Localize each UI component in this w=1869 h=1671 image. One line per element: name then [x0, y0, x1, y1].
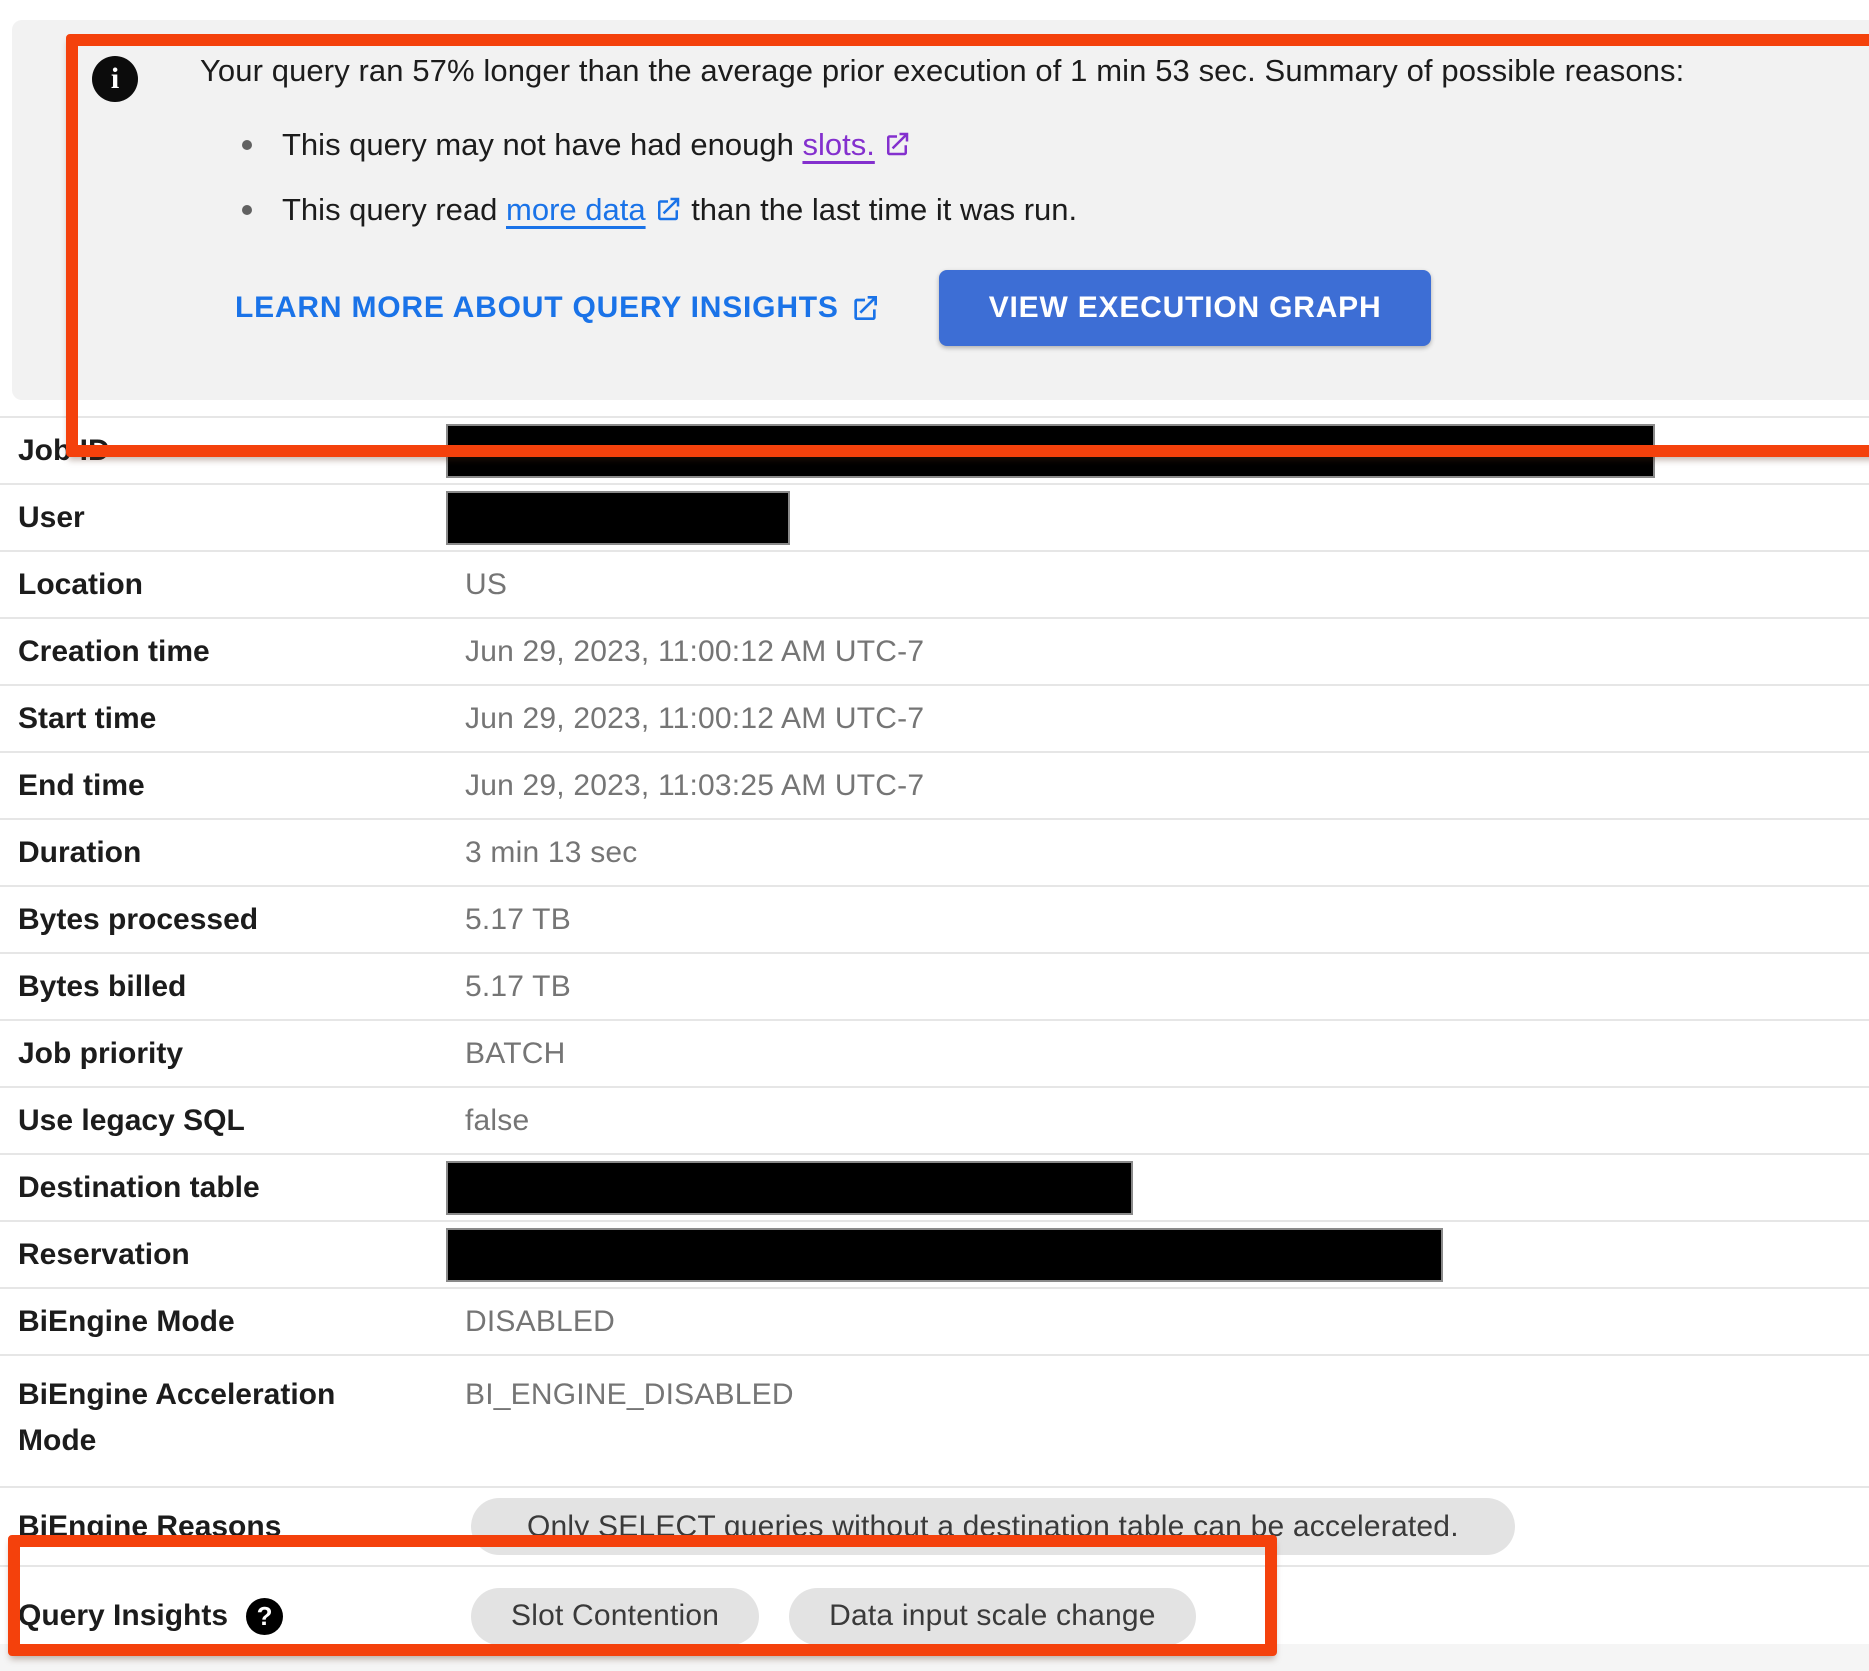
slots-link[interactable]: slots. — [802, 127, 911, 162]
row-label: Start time — [18, 701, 157, 735]
row-value: 5.17 TB — [465, 902, 571, 936]
bullet-more-data — [200, 177, 1077, 242]
open-in-new-icon — [653, 194, 683, 224]
row-label: User — [18, 500, 85, 534]
row-value: BATCH — [465, 1036, 566, 1070]
redacted-value — [446, 1161, 1133, 1215]
row-value: BI_ENGINE_DISABLED — [465, 1378, 794, 1411]
redacted-value — [446, 424, 1655, 478]
table-row-job-priority — [0, 1019, 1869, 1086]
banner-actions — [235, 270, 1431, 346]
row-value — [430, 1222, 1869, 1287]
row-label: Job priority — [18, 1036, 184, 1070]
table-row-user — [0, 483, 1869, 550]
row-label: Location — [18, 567, 143, 601]
table-row-destination-table — [0, 1153, 1869, 1220]
table-row-location — [0, 550, 1869, 617]
row-label: Use legacy SQL — [18, 1103, 245, 1137]
row-label: End time — [18, 768, 145, 802]
row-label: Creation time — [18, 634, 210, 668]
row-label: Bytes processed — [18, 902, 259, 936]
table-row-bytes-billed — [0, 952, 1869, 1019]
row-value: US — [465, 567, 508, 601]
row-label: Job ID — [18, 433, 110, 467]
table-row-start-time — [0, 684, 1869, 751]
bullet-more-data-suffix: than the last time it was run. — [682, 192, 1078, 227]
more-data-link[interactable]: more data — [506, 192, 683, 227]
table-row-biengine-acceleration-mode — [0, 1354, 1869, 1486]
row-value: Jun 29, 2023, 11:03:25 AM UTC-7 — [465, 768, 925, 802]
row-label: Bytes billed — [18, 969, 187, 1003]
bottom-bar — [0, 1644, 1869, 1671]
query-insight-chip: Slot Contention — [471, 1588, 759, 1645]
row-label: Destination table — [18, 1170, 260, 1204]
help-icon[interactable]: ? — [246, 1598, 283, 1635]
row-value: Jun 29, 2023, 11:00:12 AM UTC-7 — [465, 701, 925, 735]
banner-bullet-list — [200, 112, 1077, 242]
row-label: Query Insights ? — [0, 1567, 430, 1665]
redacted-value — [446, 1228, 1443, 1282]
banner-headline: Your query ran 57% longer than the average prior execution of 1 min 53 sec. Summary of possible reasons: — [200, 53, 1685, 88]
row-value: 5.17 TB — [465, 969, 571, 1003]
row-value — [430, 418, 1869, 483]
row-value — [430, 1155, 1869, 1220]
row-label: BiEngine Mode — [18, 1304, 235, 1338]
learn-more-link[interactable]: LEARN MORE ABOUT QUERY INSIGHTS — [235, 291, 881, 325]
bullet-slots — [200, 112, 1077, 177]
table-row-end-time — [0, 751, 1869, 818]
job-details-table — [0, 416, 1869, 1667]
row-label: Reservation — [18, 1237, 190, 1271]
query-insights-banner — [12, 20, 1869, 400]
table-row-duration — [0, 818, 1869, 885]
biengine-reason-chip: Only SELECT queries without a destination table can be accelerated. — [471, 1498, 1515, 1555]
bullet-slots-prefix: This query may not have had enough — [282, 127, 803, 162]
open-in-new-icon — [849, 292, 881, 324]
bullet-more-data-prefix: This query read — [282, 192, 506, 227]
open-in-new-icon — [882, 129, 912, 159]
row-label: BiEngine Acceleration Mode — [18, 1378, 336, 1457]
table-row-creation-time — [0, 617, 1869, 684]
row-value: 3 min 13 sec — [465, 835, 638, 869]
table-row-biengine-mode — [0, 1287, 1869, 1354]
table-row-reservation — [0, 1220, 1869, 1287]
redacted-value — [446, 491, 790, 545]
row-value — [430, 485, 1869, 550]
table-row-job-id — [0, 416, 1869, 483]
query-insight-chip: Data input scale change — [789, 1588, 1196, 1645]
row-value: Jun 29, 2023, 11:00:12 AM UTC-7 — [465, 634, 925, 668]
table-row-bytes-processed — [0, 885, 1869, 952]
row-label: Duration — [18, 835, 142, 869]
info-icon: i — [92, 56, 138, 102]
row-value: DISABLED — [465, 1304, 615, 1338]
row-label: BiEngine Reasons — [18, 1509, 282, 1543]
table-row-biengine-reasons — [0, 1486, 1869, 1565]
row-value: false — [465, 1103, 530, 1137]
table-row-use-legacy-sql — [0, 1086, 1869, 1153]
row-value — [430, 1488, 1869, 1565]
view-execution-graph-button[interactable]: VIEW EXECUTION GRAPH — [939, 270, 1432, 346]
